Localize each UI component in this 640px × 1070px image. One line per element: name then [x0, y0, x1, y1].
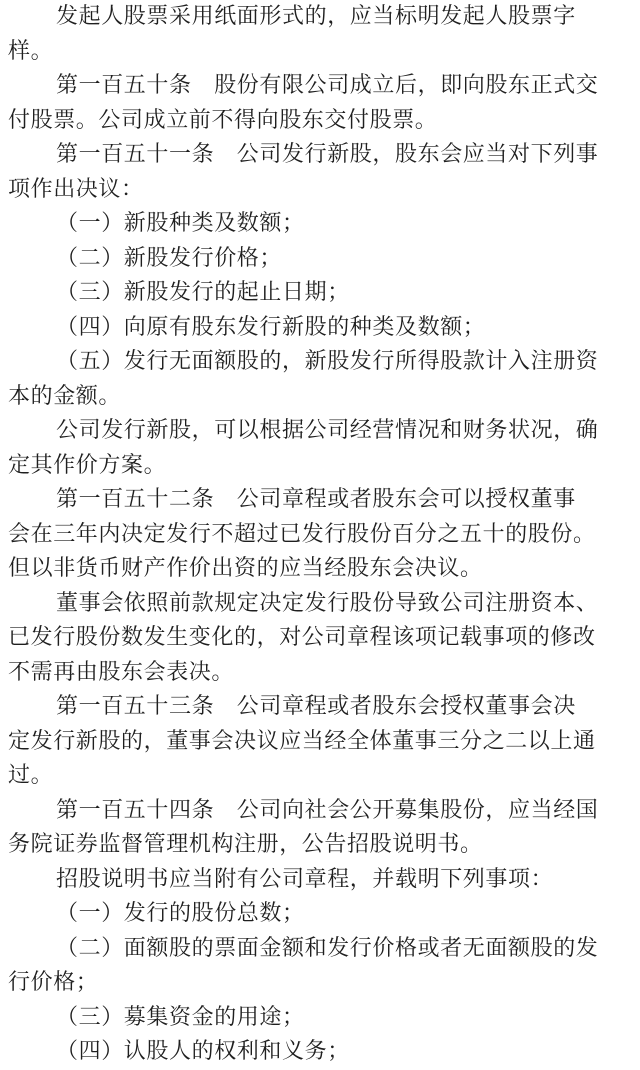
- list-item: （二）面额股的票面金额和发行价格或者无面额股的发: [56, 935, 599, 961]
- text-line: 公司发行新股，可以根据公司经营情况和财务状况，确: [56, 418, 599, 443]
- text-line: 但以非货币财产作价出资的应当经股东会决议。: [8, 556, 483, 581]
- article-150-line: 第一百五十条 股份有限公司成立后，即向股东正式交: [56, 73, 599, 98]
- list-item: （三）新股发行的起止日期；: [56, 280, 350, 305]
- text-line: 务院证券监督管理机构注册，公告招股说明书。: [8, 832, 483, 857]
- text-line: 本的金额。: [8, 383, 122, 409]
- text-line: 发起人股票采用纸面形式的，应当标明发起人股票字: [56, 4, 576, 29]
- text-line: 定发行新股的，董事会决议应当经全体董事三分之二以上通: [8, 728, 596, 754]
- list-item: （四）认股人的权利和义务；: [56, 1039, 350, 1064]
- text-line: 付股票。公司成立前不得向股东交付股票。: [8, 107, 438, 133]
- article-152-line: 第一百五十二条 公司章程或者股东会可以授权董事: [56, 487, 576, 512]
- text-line: 已发行股份数发生变化的，对公司章程该项记载事项的修改: [8, 625, 596, 650]
- article-154-line: 第一百五十四条 公司向社会公开募集股份，应当经国: [56, 797, 599, 823]
- list-item: （一）新股种类及数额；: [56, 211, 305, 236]
- list-item: （三）募集资金的用途；: [56, 1004, 305, 1030]
- text-line: 不需再由股东会表决。: [8, 659, 235, 685]
- list-item: （五）发行无面额股的，新股发行所得股款计入注册资: [56, 349, 599, 374]
- list-item: （二）新股发行价格；: [56, 245, 283, 271]
- text-line: 会在三年内决定发行不超过已发行股份百分之五十的股份。: [8, 521, 596, 547]
- article-151-line: 第一百五十一条 公司发行新股，股东会应当对下列事: [56, 142, 599, 167]
- text-line: 董事会依照前款规定决定发行股份导致公司注册资本、: [56, 590, 599, 616]
- text-line: 定其作价方案。: [8, 452, 167, 478]
- article-153-line: 第一百五十三条 公司章程或者股东会授权董事会决: [56, 694, 576, 719]
- text-line: 行价格；: [8, 970, 99, 995]
- list-item: （一）发行的股份总数；: [56, 901, 305, 926]
- text-line: 过。: [8, 763, 54, 788]
- text-line: 招股说明书应当附有公司章程，并载明下列事项：: [56, 866, 554, 892]
- text-line: 项作出决议：: [8, 176, 144, 202]
- text-line: 样。: [8, 38, 54, 64]
- list-item: （四）向原有股东发行新股的种类及数额；: [56, 314, 486, 340]
